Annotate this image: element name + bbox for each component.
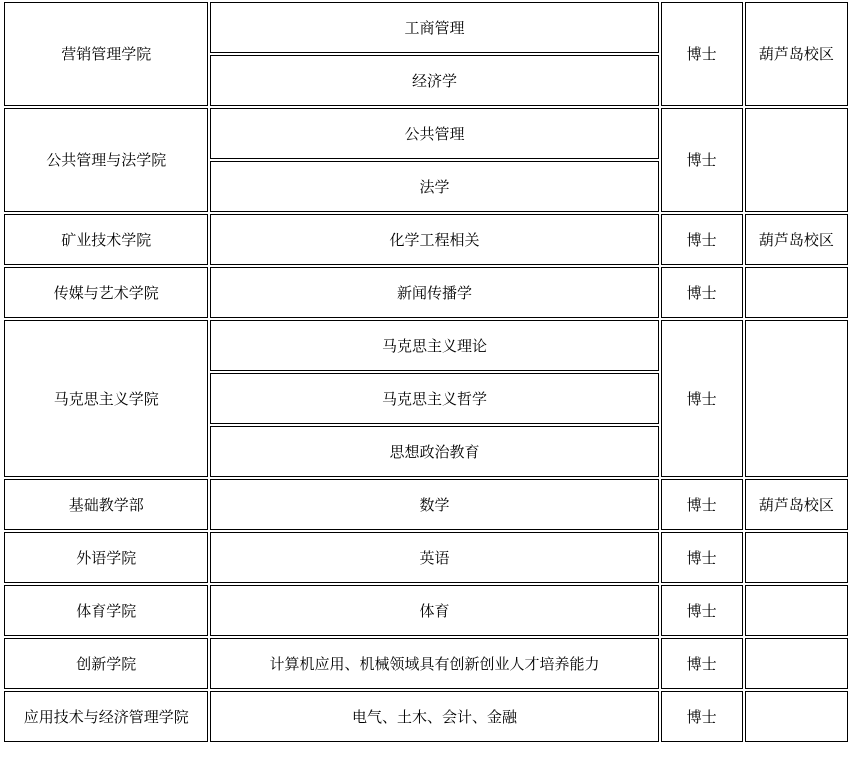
table-row bbox=[4, 638, 848, 689]
major-cell: 经济学 bbox=[210, 55, 658, 106]
major-cell: 计算机应用、机械领域具有创新创业人才培养能力 bbox=[210, 638, 658, 689]
college-cell: 应用技术与经济管理学院 bbox=[4, 691, 208, 742]
degree-cell: 博士 bbox=[661, 691, 743, 742]
campus-cell bbox=[745, 108, 848, 212]
table-row bbox=[4, 532, 848, 583]
major-cell: 法学 bbox=[210, 161, 658, 212]
table-body bbox=[4, 2, 848, 742]
table-row bbox=[4, 108, 848, 159]
campus-cell: 葫芦岛校区 bbox=[745, 479, 848, 530]
table-row bbox=[4, 691, 848, 742]
degree-cell: 博士 bbox=[661, 214, 743, 265]
major-cell: 思想政治教育 bbox=[210, 426, 658, 477]
degree-cell: 博士 bbox=[661, 532, 743, 583]
college-cell: 传媒与艺术学院 bbox=[4, 267, 208, 318]
college-cell: 体育学院 bbox=[4, 585, 208, 636]
degree-cell: 博士 bbox=[661, 638, 743, 689]
major-cell: 电气、土木、会计、金融 bbox=[210, 691, 658, 742]
college-cell: 矿业技术学院 bbox=[4, 214, 208, 265]
degree-cell: 博士 bbox=[661, 2, 743, 106]
table-row bbox=[4, 2, 848, 53]
degree-cell: 博士 bbox=[661, 320, 743, 477]
major-cell: 马克思主义哲学 bbox=[210, 373, 658, 424]
college-cell: 营销管理学院 bbox=[4, 2, 208, 106]
table-row bbox=[4, 214, 848, 265]
degree-cell: 博士 bbox=[661, 585, 743, 636]
table-row bbox=[4, 320, 848, 371]
major-cell: 公共管理 bbox=[210, 108, 658, 159]
major-cell: 体育 bbox=[210, 585, 658, 636]
campus-cell: 葫芦岛校区 bbox=[745, 214, 848, 265]
degree-cell: 博士 bbox=[661, 479, 743, 530]
table-row bbox=[4, 479, 848, 530]
campus-cell bbox=[745, 638, 848, 689]
campus-cell bbox=[745, 691, 848, 742]
table-row bbox=[4, 267, 848, 318]
major-cell: 新闻传播学 bbox=[210, 267, 658, 318]
college-cell: 马克思主义学院 bbox=[4, 320, 208, 477]
campus-cell bbox=[745, 532, 848, 583]
campus-cell: 葫芦岛校区 bbox=[745, 2, 848, 106]
campus-cell bbox=[745, 585, 848, 636]
major-cell: 数学 bbox=[210, 479, 658, 530]
table-row bbox=[4, 585, 848, 636]
campus-cell bbox=[745, 320, 848, 477]
major-cell: 工商管理 bbox=[210, 2, 658, 53]
degree-cell: 博士 bbox=[661, 267, 743, 318]
college-cell: 公共管理与法学院 bbox=[4, 108, 208, 212]
major-cell: 化学工程相关 bbox=[210, 214, 658, 265]
college-cell: 基础教学部 bbox=[4, 479, 208, 530]
major-cell: 马克思主义理论 bbox=[210, 320, 658, 371]
recruitment-table bbox=[2, 0, 850, 744]
college-cell: 外语学院 bbox=[4, 532, 208, 583]
campus-cell bbox=[745, 267, 848, 318]
degree-cell: 博士 bbox=[661, 108, 743, 212]
college-cell: 创新学院 bbox=[4, 638, 208, 689]
major-cell: 英语 bbox=[210, 532, 658, 583]
